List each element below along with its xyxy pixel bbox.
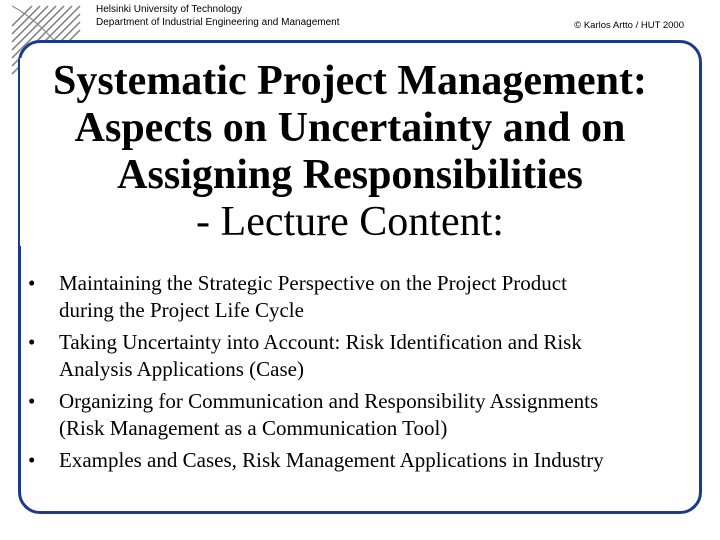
- university-name: Helsinki University of Technology: [96, 4, 242, 15]
- bullet-text-line: Examples and Cases, Risk Management Applications in Industry: [59, 448, 604, 472]
- bullet-text-line: Organizing for Communication and Responsibility Assignments: [59, 389, 599, 413]
- slide-title: [20, 58, 680, 246]
- bullet-text-line: during the Project Life Cycle: [59, 298, 304, 322]
- copyright-notice: © Karlos Artto / HUT 2000: [574, 20, 684, 31]
- list-item: [28, 329, 696, 383]
- list-item: [28, 447, 696, 474]
- slide-subtitle: - Lecture Content:: [196, 199, 504, 245]
- title-line-2: Aspects on Uncertainty and on: [74, 105, 626, 151]
- bullet-text-line: Analysis Applications (Case): [59, 357, 304, 381]
- list-item: [28, 270, 696, 324]
- bullet-icon: •: [28, 389, 36, 413]
- institution-header: [96, 3, 339, 29]
- bullet-text-line: (Risk Management as a Communication Tool): [59, 416, 448, 440]
- lecture-content-list: [28, 270, 696, 479]
- bullet-icon: •: [28, 448, 36, 472]
- bullet-text-line: Taking Uncertainty into Account: Risk Identification and Risk: [59, 330, 582, 354]
- department-name: Department of Industrial Engineering and Management: [96, 17, 340, 28]
- bullet-icon: •: [28, 330, 36, 354]
- title-line-3: Assigning Responsibilities: [117, 152, 583, 198]
- title-line-1: Systematic Project Management:: [52, 58, 647, 104]
- bullet-icon: •: [28, 271, 36, 295]
- list-item: [28, 388, 696, 442]
- bullet-text-line: Maintaining the Strategic Perspective on the Project Product: [59, 271, 567, 295]
